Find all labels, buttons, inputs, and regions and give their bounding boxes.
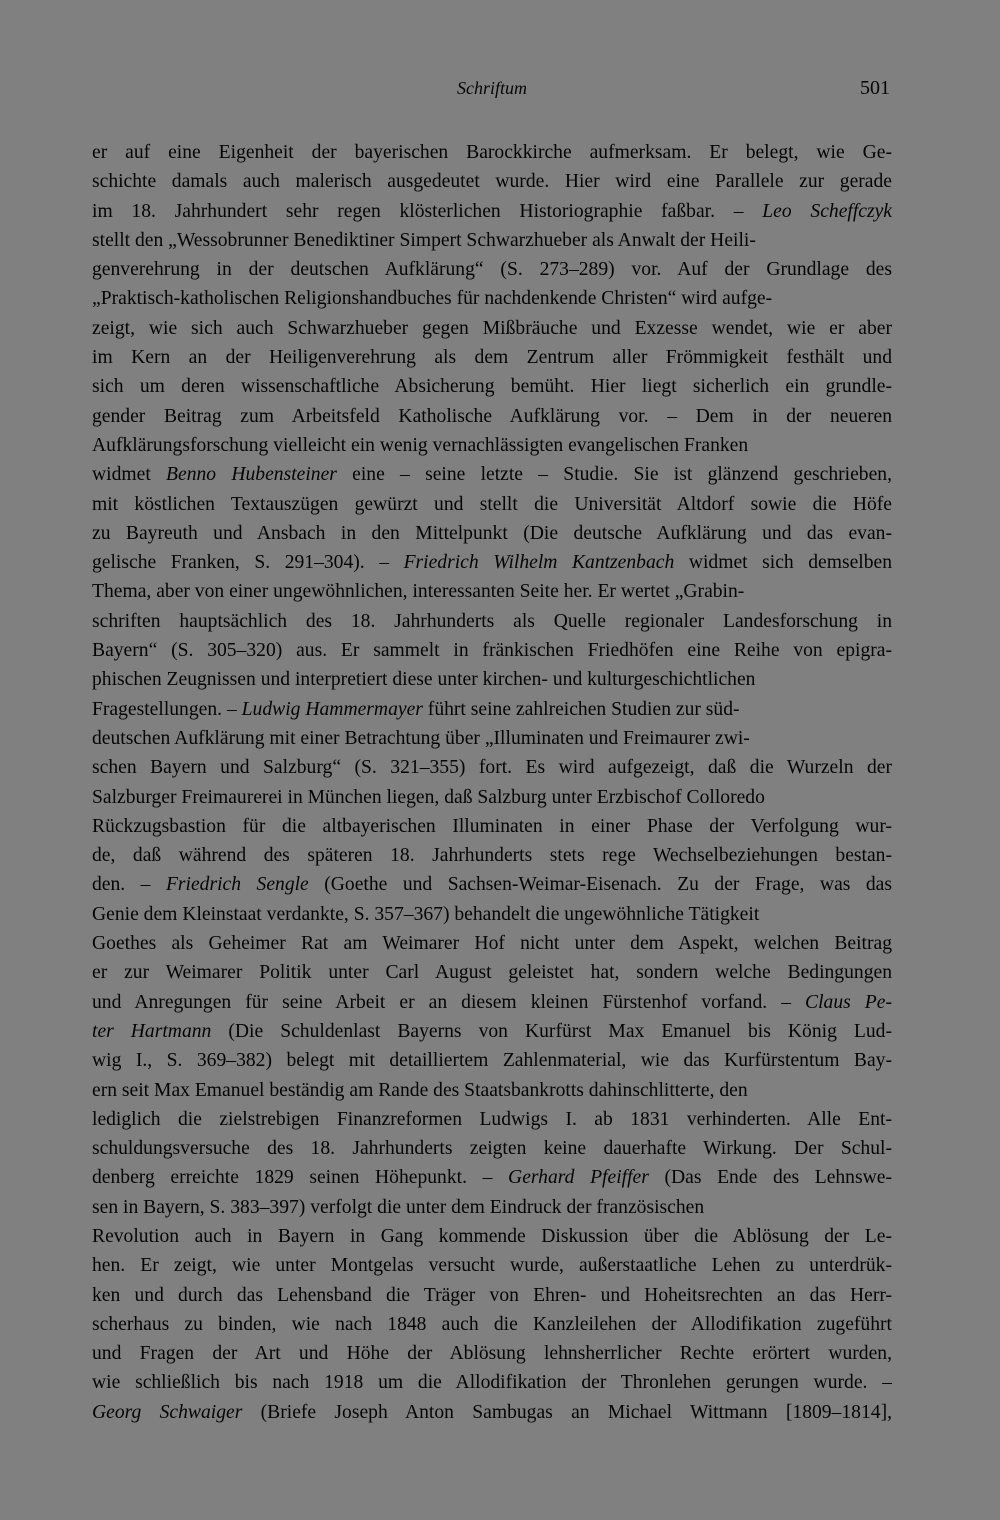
author-name: Friedrich Wilhelm Kantzenbach: [403, 552, 675, 574]
text-segment: eine – seine letzte – Studie. Sie ist glänzend geschrieben,: [336, 464, 892, 486]
text-segment: denberg erreichte 1829 seinen Höhepunkt. –: [92, 1167, 509, 1189]
text-line: [92, 197, 892, 226]
text-segment: widmet sich demselben: [674, 552, 892, 574]
text-line: [92, 1222, 892, 1251]
text-segment: Aufklärungsforschung vielleicht ein wenig vernachlässigten evangelischen Franken: [92, 434, 749, 456]
author-name: Friedrich Sengle: [165, 874, 309, 896]
author-name: Benno Hubensteiner: [166, 464, 337, 486]
author-name: Ludwig Hammermayer: [241, 698, 423, 720]
text-segment: deutschen Aufklärung mit einer Betrachtung über „Illuminaten und Freimaurer zwi-: [92, 727, 750, 749]
text-segment: Bayern“ (S. 305–320) aus. Er sammelt in fränkischen Friedhöfen eine Reihe von epigra-: [92, 640, 892, 662]
text-line: [92, 870, 892, 899]
text-segment: zeigt, wie sich auch Schwarzhueber gegen Mißbräuche und Exzesse wendet, wie er aber: [92, 317, 892, 339]
text-segment: ken und durch das Lehensband die Träger von Ehren- und Hoheitsrechten an das Herr-: [92, 1284, 892, 1306]
text-line: [92, 402, 892, 431]
text-line: [92, 1105, 892, 1134]
text-segment: Rückzugsbastion für die altbayerischen Illuminaten in einer Phase der Verfolgung wur-: [92, 815, 892, 837]
text-segment: Goethes als Geheimer Rat am Weimarer Hof nicht unter dem Aspekt, welchen Beitrag: [92, 933, 892, 955]
text-segment: (Briefe Joseph Anton Sambugas an Michael Wittmann [1809–1814],: [242, 1401, 892, 1423]
text-line: [92, 636, 892, 665]
text-segment: wig I., S. 369–382) belegt mit detailliertem Zahlenmaterial, wie das Kurfürstentum Bay-: [92, 1050, 892, 1072]
text-line: [92, 988, 892, 1017]
body-text: [92, 138, 892, 1427]
text-segment: lediglich die zielstrebigen Finanzreformen Ludwigs I. ab 1831 verhinderten. Alle Ent-: [92, 1108, 892, 1130]
text-segment: führt seine zahlreichen Studien zur süd-: [422, 698, 740, 720]
text-segment: phischen Zeugnissen und interpretiert diese unter kirchen- und kulturgeschichtlichen: [92, 669, 756, 691]
text-segment: schichte damals auch malerisch ausgedeutet wurde. Hier wird eine Parallele zur gerade: [92, 171, 892, 193]
text-segment: (Die Schuldenlast Bayerns von Kurfürst Max Emanuel bis König Lud-: [211, 1020, 892, 1042]
text-segment: er zur Weimarer Politik unter Carl August geleistet hat, sondern welche Bedingungen: [92, 962, 892, 984]
text-segment: zu Bayreuth und Ansbach in den Mittelpunkt (Die deutsche Aufklärung und das evan-: [92, 522, 892, 544]
text-segment: Salzburger Freimaurerei in München liegen, daß Salzburg unter Erzbischof Colloredo: [92, 786, 765, 808]
text-segment: im Kern an der Heiligenverehrung als dem Zentrum aller Frömmigkeit festhält und: [92, 347, 892, 369]
text-segment: im 18. Jahrhundert sehr regen klösterlichen Historiographie faßbar. –: [92, 200, 763, 222]
text-segment: und Fragen der Art und Höhe der Ablösung lehnsherrlicher Rechte erörtert wurden,: [92, 1343, 892, 1365]
text-segment: wie schließlich bis nach 1918 um die Allodifikation der Thronlehen gerungen wurde. –: [92, 1372, 892, 1394]
text-line: [92, 753, 892, 782]
text-segment: gelische Franken, S. 291–304). –: [92, 552, 404, 574]
text-segment: ern seit Max Emanuel beständig am Rande des Staatsbankrotts dahinschlitterte, den: [92, 1079, 748, 1101]
page-number: 501: [860, 77, 890, 99]
text-line: [92, 1017, 892, 1046]
text-line: [92, 1076, 892, 1105]
author-name: Georg Schwaiger: [92, 1401, 243, 1423]
text-line: [92, 1251, 892, 1280]
text-segment: schriften hauptsächlich des 18. Jahrhunderts als Quelle regionaler Landesforschung in: [92, 610, 892, 632]
text-line: [92, 343, 892, 372]
text-line: [92, 226, 892, 255]
text-segment: scherhaus zu binden, wie nach 1848 auch die Kanzleilehen der Allodifikation zugeführt: [92, 1313, 892, 1335]
running-head: [92, 76, 892, 104]
text-segment: Revolution auch in Bayern in Gang kommende Diskussion über die Ablösung der Le-: [92, 1225, 892, 1247]
text-line: [92, 1310, 892, 1339]
text-line: [92, 841, 892, 870]
text-segment: sen in Bayern, S. 383–397) verfolgt die unter dem Eindruck der französischen: [92, 1196, 705, 1218]
text-line: [92, 460, 892, 489]
text-segment: (Goethe und Sachsen-Weimar-Eisenach. Zu der Frage, was das: [308, 874, 892, 896]
author-name: Claus Pe-: [805, 991, 892, 1013]
text-line: [92, 548, 892, 577]
text-line: [92, 929, 892, 958]
text-line: [92, 1163, 892, 1192]
text-line: [92, 900, 892, 929]
text-segment: schen Bayern und Salzburg“ (S. 321–355) fort. Es wird aufgezeigt, daß die Wurzeln der: [92, 757, 892, 779]
text-line: [92, 167, 892, 196]
text-segment: (Das Ende des Lehnswe-: [648, 1167, 892, 1189]
text-segment: Genie dem Kleinstaat verdankte, S. 357–367) behandelt die ungewöhnliche Tätigkeit: [92, 903, 760, 925]
author-name: Gerhard Pfeiffer: [508, 1167, 649, 1189]
text-line: [92, 138, 892, 167]
text-segment: schuldungsversuche des 18. Jahrhunderts zeigten keine dauerhafte Wirkung. Der Schul-: [92, 1138, 892, 1160]
text-line: [92, 431, 892, 460]
text-line: [92, 665, 892, 694]
text-line: [92, 519, 892, 548]
text-segment: „Praktisch-katholischen Religionshandbuches für nachdenkende Christen“ wird aufge-: [92, 288, 773, 310]
text-line: [92, 284, 892, 313]
text-segment: gender Beitrag zum Arbeitsfeld Katholische Aufklärung vor. – Dem in der neueren: [92, 405, 892, 427]
text-line: [92, 314, 892, 343]
text-segment: sich um deren wissenschaftliche Absicherung bemüht. Hier liegt sicherlich ein grundle-: [92, 376, 892, 398]
text-segment: mit köstlichen Textauszügen gewürzt und stellt die Universität Altdorf sowie die Höfe: [92, 493, 892, 515]
text-segment: Fragestellungen. –: [92, 698, 242, 720]
text-line: [92, 577, 892, 606]
text-line: [92, 724, 892, 753]
text-line: [92, 255, 892, 284]
text-segment: hen. Er zeigt, wie unter Montgelas versucht wurde, außerstaatliche Lehen zu unterdrük-: [92, 1255, 892, 1277]
author-name: Leo Scheffczyk: [762, 200, 892, 222]
author-name: ter Hartmann: [92, 1020, 212, 1042]
text-line: [92, 1193, 892, 1222]
text-segment: widmet: [92, 464, 167, 486]
text-segment: er auf eine Eigenheit der bayerischen Barockkirche aufmerksam. Er belegt, wie Ge-: [92, 142, 892, 163]
text-segment: de, daß während des späteren 18. Jahrhunderts stets rege Wechselbeziehungen bestan-: [92, 845, 892, 867]
text-segment: stellt den „Wessobrunner Benediktiner Simpert Schwarzhueber als Anwalt der Heili-: [92, 229, 756, 251]
text-line: [92, 695, 892, 724]
text-line: [92, 490, 892, 519]
text-line: [92, 812, 892, 841]
text-line: [92, 372, 892, 401]
text-segment: Thema, aber von einer ungewöhnlichen, interessanten Seite her. Er wertet „Grabin-: [92, 581, 745, 603]
text-segment: und Anregungen für seine Arbeit er an diesem kleinen Fürstenhof vorfand. –: [92, 991, 806, 1013]
text-segment: den. –: [92, 874, 166, 896]
text-segment: genverehrung in der deutschen Aufklärung“ (S. 273–289) vor. Auf der Grundlage des: [92, 259, 892, 281]
text-line: [92, 1368, 892, 1397]
text-line: [92, 1339, 892, 1368]
text-line: [92, 783, 892, 812]
text-line: [92, 958, 892, 987]
running-title: Schriftum: [457, 78, 527, 98]
text-line: [92, 1398, 892, 1427]
text-line: [92, 1281, 892, 1310]
text-line: [92, 607, 892, 636]
text-line: [92, 1134, 892, 1163]
text-line: [92, 1046, 892, 1075]
